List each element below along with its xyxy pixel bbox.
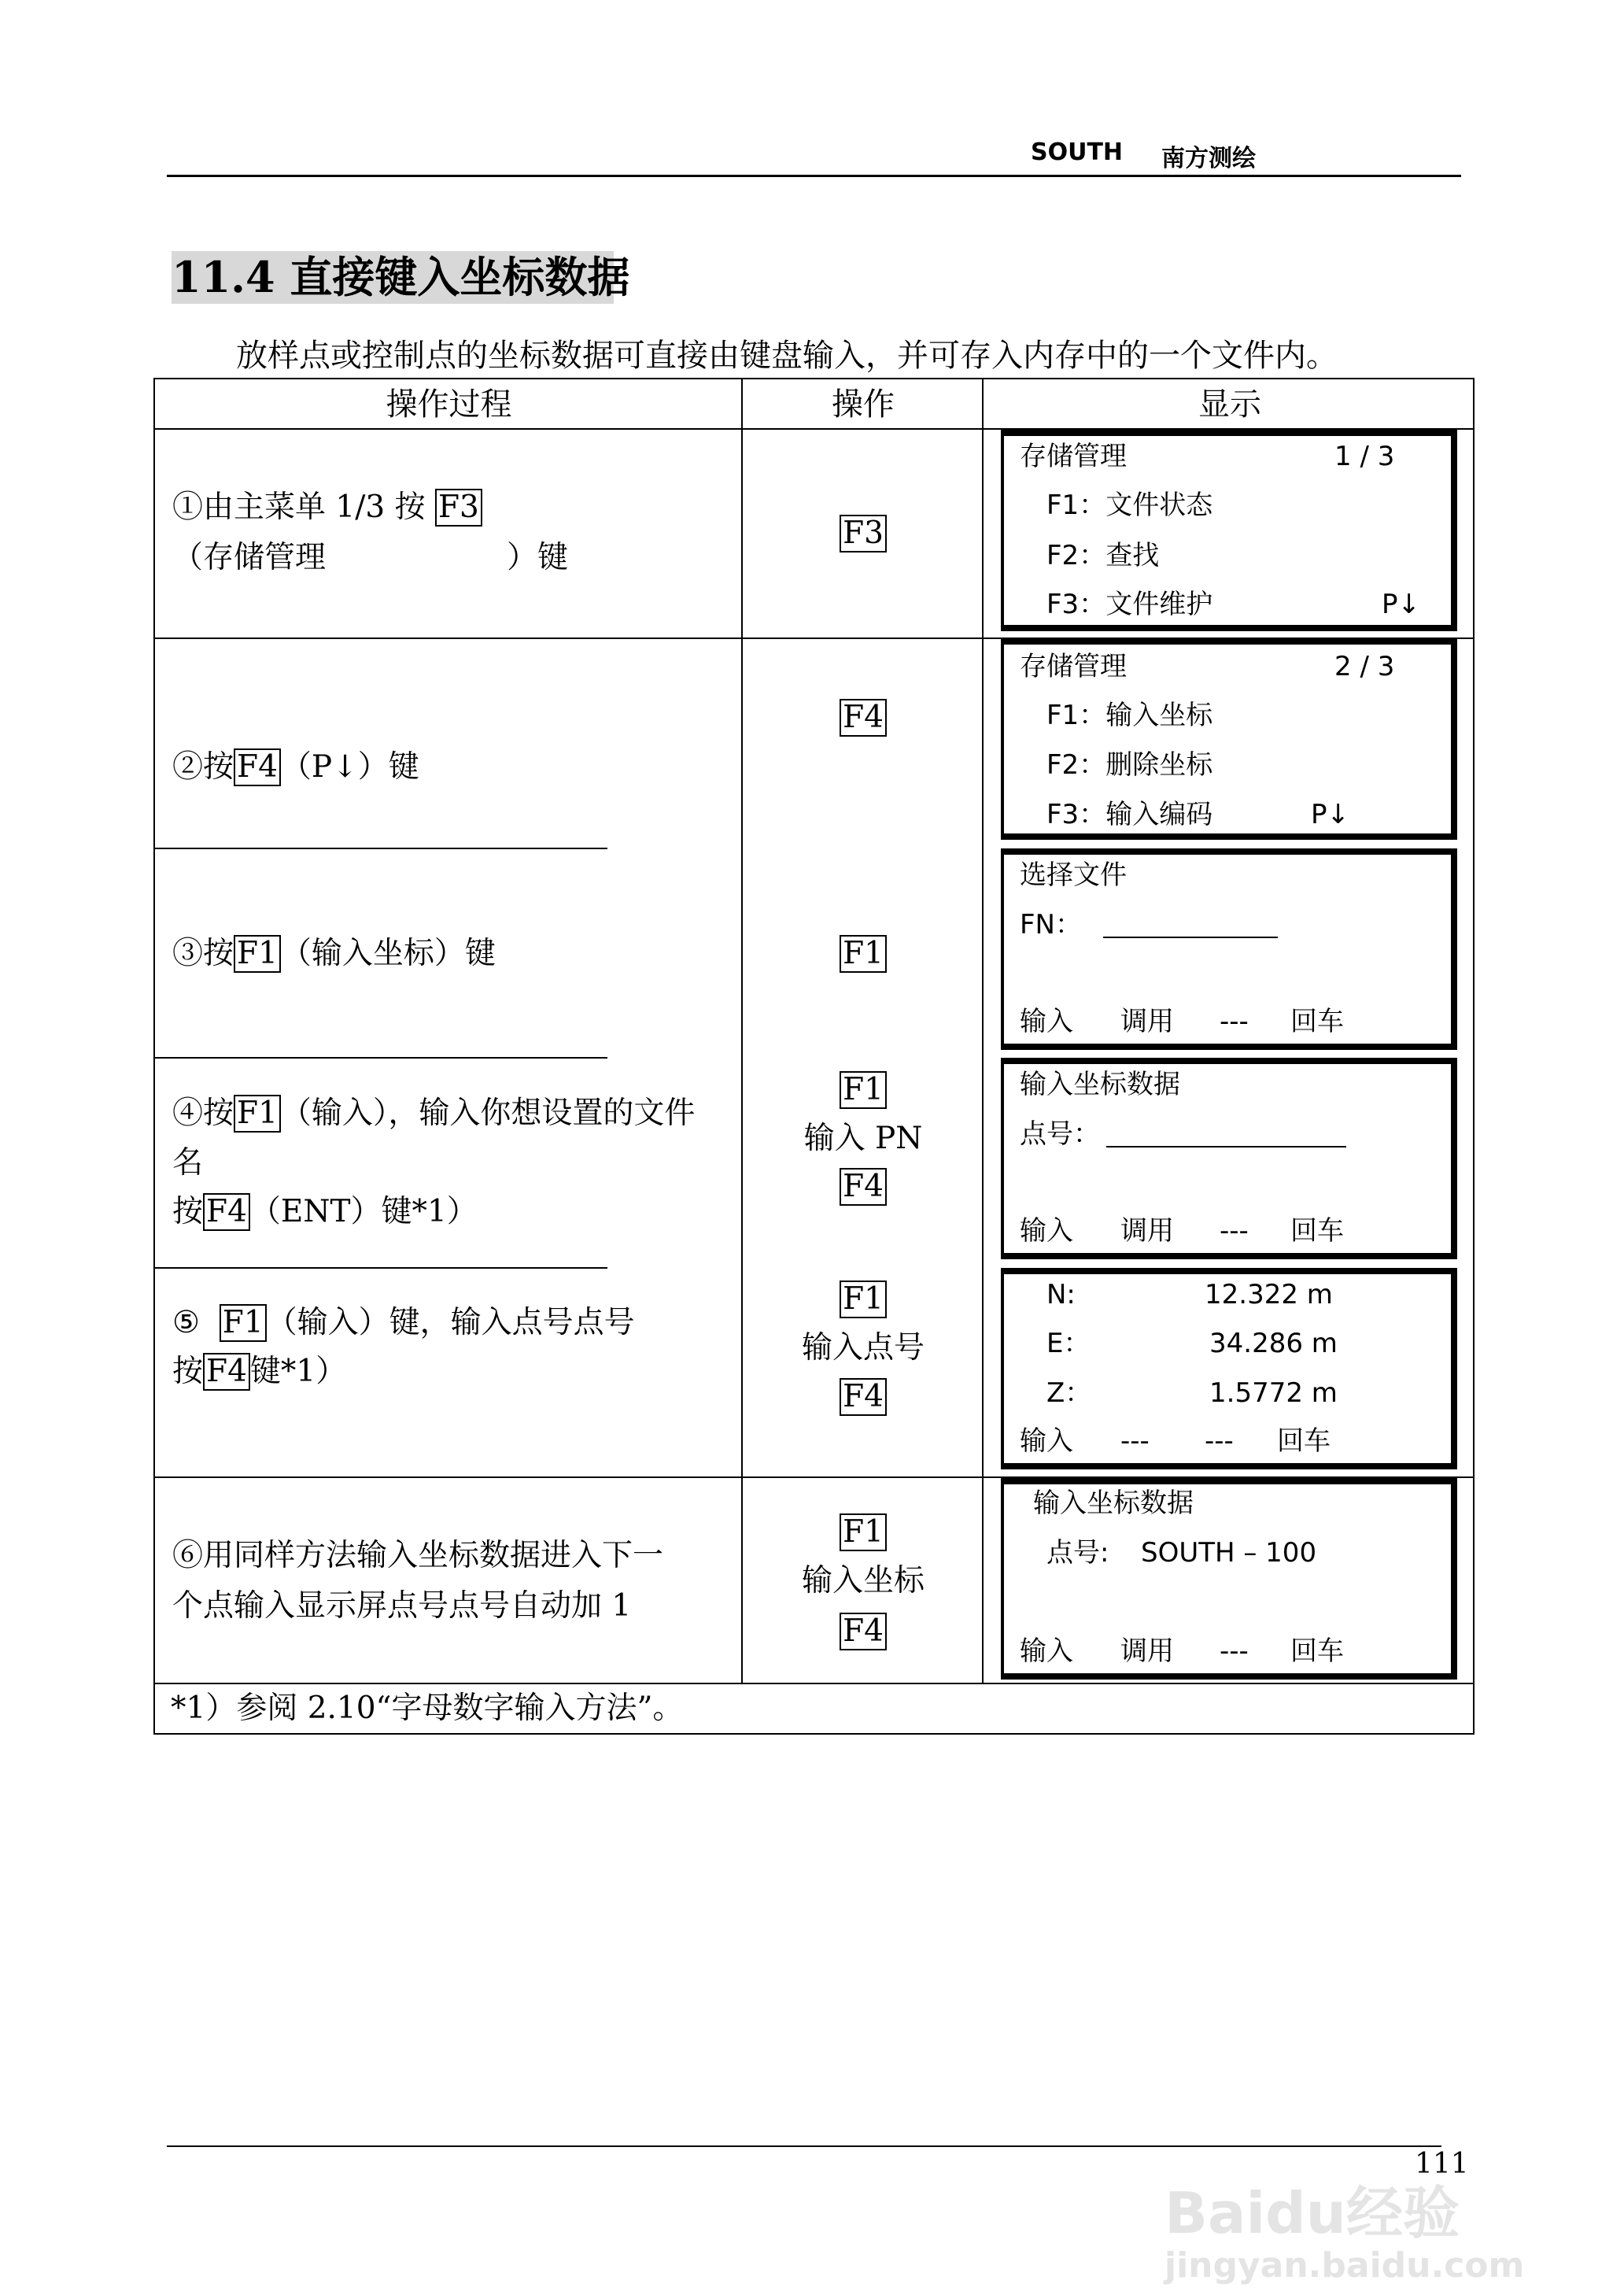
step-2-keys — [743, 694, 984, 741]
screen-5 — [1001, 1268, 1457, 1469]
procedure-table — [153, 378, 1475, 1735]
key-f4: F4 — [234, 748, 281, 786]
softkey-recall: 调用 — [1120, 1006, 1174, 1037]
screen-3 — [1001, 848, 1457, 1050]
softkey-enter: 回车 — [1277, 1425, 1331, 1457]
header-brand-en: SOUTH — [1031, 139, 1124, 166]
softkey-empty: --- — [1205, 1425, 1234, 1457]
screen-menu-item: F2：删除坐标 — [1046, 749, 1213, 781]
step-4-text: ④按 F1 （输入），输入你想设置的文件 — [172, 1096, 696, 1131]
key-f1: F1 — [840, 1281, 887, 1318]
softkey-input: 输入 — [1020, 1215, 1073, 1247]
step-6-key-3 — [743, 1608, 984, 1655]
softkey-enter: 回车 — [1290, 1635, 1344, 1667]
point-number-value: SOUTH – 100 — [1141, 1537, 1317, 1569]
screen-2 — [1001, 638, 1457, 840]
header-operation: 操作 — [832, 386, 895, 423]
height-value: 1.5772 m — [1209, 1377, 1338, 1409]
screen-title: 存储管理 — [1020, 651, 1127, 682]
softkey-recall: 调用 — [1120, 1215, 1174, 1247]
section-intro: 放样点或控制点的坐标数据可直接由键盘输入，并可存入内存中的一个文件内。 — [236, 338, 1338, 374]
softkey-input: 输入 — [1020, 1006, 1073, 1037]
key-f4: F4 — [840, 1378, 887, 1416]
step-6-key-2: 输入坐标 — [801, 1563, 925, 1598]
north-label: N: — [1046, 1279, 1076, 1310]
screen-title: 输入坐标数据 — [1033, 1488, 1194, 1519]
col-divider — [741, 379, 743, 1683]
watermark-logo: Baidu经验 — [1164, 2180, 1460, 2246]
east-value: 34.286 m — [1209, 1328, 1338, 1359]
softkey-empty: --- — [1220, 1635, 1249, 1667]
step-6-key-1 — [743, 1509, 984, 1556]
step-4-key-1 — [743, 1066, 984, 1114]
page-down-indicator: P↓ — [1311, 799, 1349, 830]
row-divider — [155, 1267, 607, 1269]
step-1-text-2: （存储管理 ）键 — [172, 540, 569, 575]
watermark-url: jingyan.baidu.com — [1164, 2245, 1525, 2286]
step-1-keys — [743, 510, 984, 557]
file-name-label: FN： — [1020, 909, 1082, 941]
key-f4: F4 — [840, 1168, 887, 1206]
step-4-key-2: 输入 PN — [803, 1121, 923, 1156]
step-5-key-1 — [743, 1276, 984, 1323]
softkey-empty: --- — [1220, 1215, 1249, 1247]
header-rule — [167, 175, 1461, 177]
screen-menu-item: F2：查找 — [1046, 540, 1160, 571]
key-f3: F3 — [840, 515, 887, 552]
screen-title: 输入坐标数据 — [1020, 1069, 1180, 1100]
softkey-input: 输入 — [1020, 1635, 1073, 1667]
header-procedure: 操作过程 — [386, 386, 512, 423]
footnote: *1）参阅 2.10“字母数字输入方法”。 — [171, 1691, 684, 1726]
screen-page: 1 / 3 — [1334, 441, 1395, 472]
step-4-text-2: 名 — [172, 1145, 204, 1181]
key-f4: F4 — [203, 1193, 250, 1231]
key-f1: F1 — [220, 1304, 267, 1342]
page-number: 111 — [1415, 2148, 1469, 2180]
key-f4: F4 — [840, 699, 887, 737]
header-brand-cn: 南方测绘 — [1161, 145, 1256, 172]
footer-rule — [167, 2145, 1441, 2147]
key-f1: F1 — [840, 1071, 887, 1109]
row-divider — [155, 1057, 607, 1059]
step-5-text: ⑤ F1 （输入）键，输入点号点号 — [172, 1305, 635, 1340]
screen-6 — [1001, 1478, 1457, 1680]
screen-title: 存储管理 — [1020, 441, 1127, 472]
screen-menu-item: F1：文件状态 — [1046, 490, 1213, 521]
step-3-text: ③按 F1 （输入坐标）键 — [172, 936, 496, 971]
screen-menu-item: F3：输入编码 — [1046, 799, 1213, 830]
softkey-recall: 调用 — [1120, 1635, 1174, 1667]
key-f3: F3 — [435, 489, 482, 527]
key-f1: F1 — [234, 935, 281, 973]
point-number-label: 点号： — [1020, 1118, 1100, 1150]
screen-menu-item: F3：文件维护 — [1046, 589, 1213, 620]
east-label: E： — [1046, 1328, 1091, 1359]
key-f4: F4 — [840, 1613, 887, 1650]
col-divider — [982, 379, 984, 1683]
step-5-key-3 — [743, 1373, 984, 1421]
screen-4 — [1001, 1058, 1457, 1259]
step-5-text-2: 按 F4 键*1） — [172, 1354, 347, 1389]
screen-1 — [1001, 430, 1457, 631]
north-value: 12.322 m — [1205, 1279, 1333, 1310]
section-title: 11.4 直接键入坐标数据 — [172, 252, 630, 302]
softkey-enter: 回车 — [1290, 1006, 1344, 1037]
softkey-enter: 回车 — [1290, 1215, 1344, 1247]
key-f1: F1 — [840, 1513, 887, 1551]
header-display: 显示 — [1198, 386, 1261, 423]
step-1-text: ①由主菜单 1/3 按 F3 — [172, 484, 482, 531]
file-name-input-line — [1103, 937, 1278, 938]
step-4-key-3 — [743, 1163, 984, 1210]
step-2-text: ②按 F4 （P↓）键 — [172, 749, 419, 785]
page-down-indicator: P↓ — [1382, 589, 1420, 620]
row-divider — [155, 848, 607, 849]
key-f1: F1 — [234, 1095, 281, 1133]
step-5-key-2: 输入点号 — [801, 1330, 925, 1366]
key-f4: F4 — [203, 1353, 250, 1391]
key-f1: F1 — [840, 935, 887, 973]
step-6-text: ⑥用同样方法输入坐标数据进入下一 — [172, 1538, 664, 1573]
softkey-empty: --- — [1120, 1425, 1150, 1457]
point-number-input-line — [1106, 1146, 1346, 1148]
screen-page: 2 / 3 — [1334, 651, 1395, 682]
step-4-text-3: 按 F4 （ENT）键*1） — [172, 1194, 478, 1229]
height-label: Z： — [1046, 1377, 1092, 1409]
softkey-empty: --- — [1220, 1006, 1249, 1037]
softkey-input: 输入 — [1020, 1425, 1073, 1457]
step-3-keys — [743, 930, 984, 978]
screen-menu-item: F1：输入坐标 — [1046, 700, 1213, 731]
screen-title: 选择文件 — [1020, 859, 1127, 891]
point-number-label: 点号: — [1046, 1537, 1109, 1569]
step-6-text-2: 个点输入显示屏点号点号自动加 1 — [172, 1588, 632, 1624]
